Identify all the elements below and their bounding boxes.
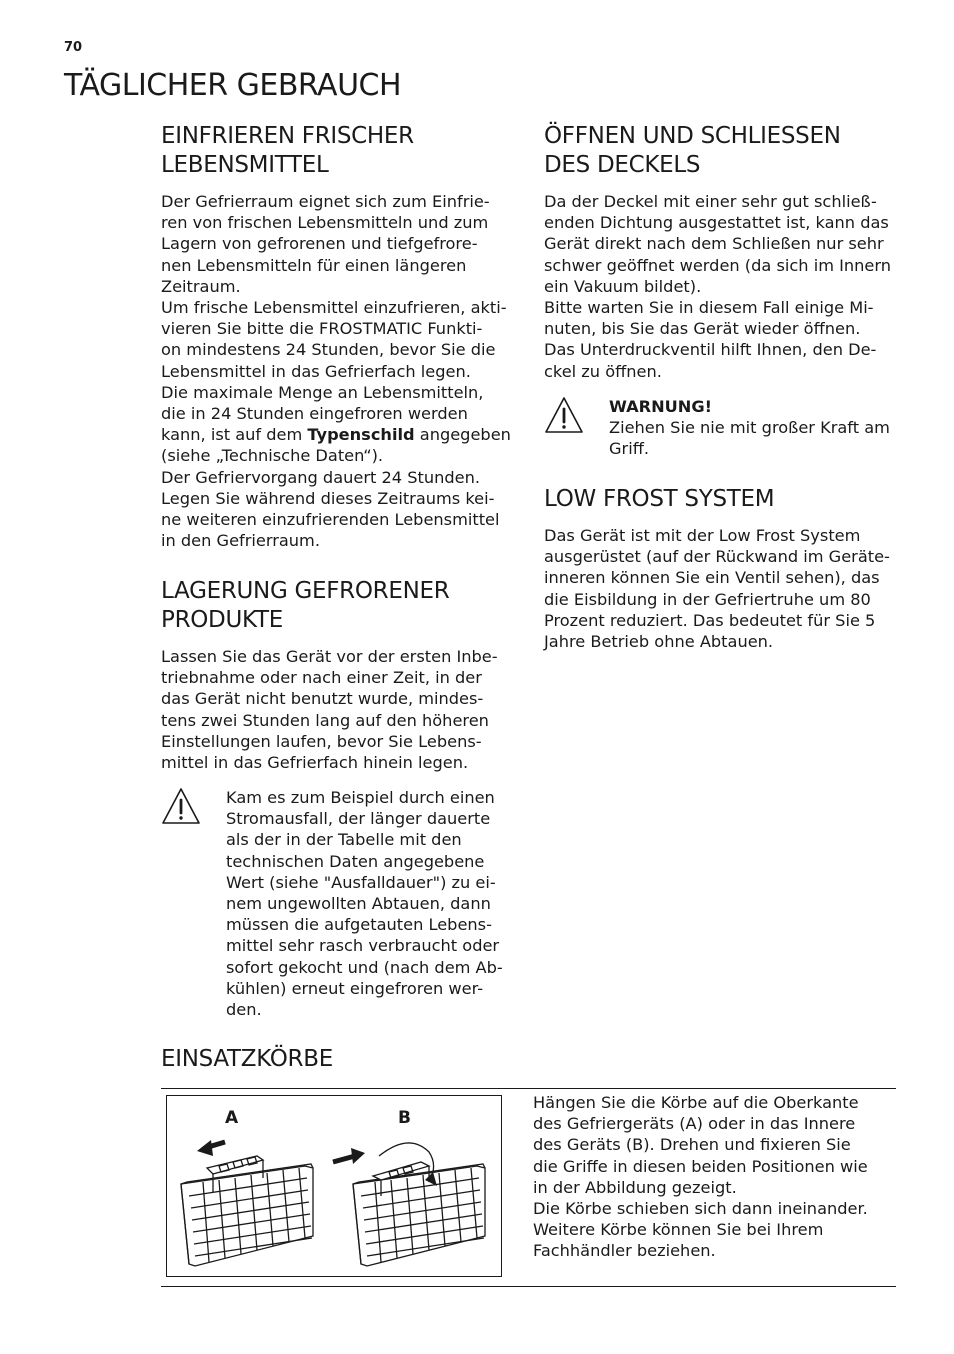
text-line: ren von frischen Lebensmitteln und zum (161, 213, 489, 233)
text-line: Gerät direkt nach dem Schließen nur sehr (544, 234, 884, 254)
curved-arrow-b-icon (425, 1172, 437, 1186)
lagerung-paragraph (161, 646, 513, 773)
heading-einfrieren (161, 122, 513, 180)
text-line: Der Gefrierraum eignet sich zum Einfrie- (161, 192, 490, 211)
heading-lagerung (161, 577, 513, 635)
heading-deckel-line-2: DES DECKELS (544, 152, 701, 178)
text-line: Da der Deckel mit einer sehr gut schließ- (544, 192, 877, 211)
text-line: technischen Daten angegebene (226, 851, 485, 871)
text-line: Jahre Betrieb ohne Abtauen. (544, 632, 774, 652)
text-line: die Eisbildung in der Gefriertruhe um 80 (544, 589, 871, 609)
text-line: inneren können Sie ein Ventil sehen), das (544, 568, 880, 588)
text-line: Fachhändler beziehen. (533, 1241, 716, 1261)
text-line: Die maximale Menge an Lebensmitteln, (161, 382, 484, 402)
heading-einsatzkoerbe: EINSATZKÖRBE (161, 1046, 333, 1072)
divider-bottom (161, 1286, 896, 1287)
text-line: den. (226, 1000, 262, 1020)
heading-einfrieren-line-1: EINFRIEREN FRISCHER (161, 123, 414, 149)
text-line: triebnahme oder nach einer Zeit, in der (161, 668, 482, 688)
text-fragment: angegeben (414, 425, 511, 445)
arrow-a-icon (197, 1140, 213, 1156)
text-line: ckel zu öffnen. (544, 361, 662, 381)
page-title: TÄGLICHER GEBRAUCH (64, 68, 402, 103)
text-line: (siehe „Technische Daten“). (161, 446, 384, 466)
text-line: Stromausfall, der länger dauerte (226, 809, 491, 829)
page-number: 70 (64, 40, 83, 55)
text-line: mittel sehr rasch verbraucht oder (226, 936, 500, 956)
basket-illustration (167, 1096, 501, 1276)
text-line: in den Gefrierraum. (161, 531, 320, 551)
text-line: in der Abbildung gezeigt. (533, 1177, 737, 1197)
heading-lagerung-line-1: LAGERUNG GEFRORENER (161, 578, 450, 604)
text-line: Bitte warten Sie in diesem Fall einige Mi- (544, 298, 874, 318)
text-line: Hängen Sie die Körbe auf die Oberkante (533, 1093, 859, 1112)
heading-einfrieren-line-2: LEBENSMITTEL (161, 152, 329, 178)
warning-title: WARNUNG! (609, 397, 713, 416)
deckel-warning (544, 396, 904, 460)
lagerung-warning (161, 787, 521, 1020)
text-line: Die Körbe schieben sich dann ineinander. (533, 1199, 868, 1219)
heading-lagerung-line-2: PRODUKTE (161, 607, 283, 633)
text-fragment: kann, ist auf dem (161, 425, 308, 445)
section-einfrieren (161, 122, 513, 551)
deckel-warning-text (609, 396, 904, 460)
einsatzkoerbe-paragraph (533, 1092, 898, 1262)
text-line: ein Vakuum bildet). (544, 276, 702, 296)
text-line: tens zwei Stunden lang auf den höheren (161, 710, 489, 730)
warning-triangle-icon (161, 787, 201, 825)
heading-deckel (544, 122, 896, 180)
text-line: Wert (siehe "Ausfalldauer") zu ei- (226, 872, 496, 892)
text-line: Um frische Lebensmittel einzufrieren, akti- (161, 298, 507, 318)
warning-triangle-icon (544, 396, 584, 434)
text-line: nuten, bis Sie das Gerät wieder öffnen. (544, 319, 861, 339)
text-line: mittel in das Gefrierfach hinein legen. (161, 753, 469, 773)
text-line: on mindestens 24 Stunden, bevor Sie die (161, 340, 496, 360)
einsatzkoerbe-text (533, 1092, 898, 1262)
figure-label-a: A (225, 1108, 239, 1128)
text-line: Legen Sie während dieses Zeitraums kei- (161, 488, 495, 508)
figure-label-b: B (398, 1108, 411, 1128)
section-deckel (544, 122, 896, 382)
divider-top (161, 1088, 896, 1089)
arrow-b-icon (351, 1148, 365, 1164)
text-line: die Griffe in diesen beiden Positionen wie (533, 1156, 868, 1176)
lowfrost-paragraph (544, 525, 896, 652)
lagerung-warning-text (226, 787, 521, 1020)
heading-lowfrost: LOW FROST SYSTEM (544, 486, 775, 512)
text-line: die in 24 Stunden eingefroren werden (161, 404, 468, 424)
text-line: kühlen) erneut eingefroren wer- (226, 978, 484, 998)
deckel-paragraph (544, 191, 896, 382)
section-lagerung (161, 577, 513, 773)
basket-figure (166, 1095, 502, 1277)
typenschild-emphasis: Typenschild (307, 425, 415, 445)
text-line: Zeitraum. (161, 276, 241, 296)
text-line: vieren Sie bitte die FROSTMATIC Funkti- (161, 319, 483, 339)
text-line: Einstellungen laufen, bevor Sie Lebens- (161, 731, 482, 751)
text-line: Weitere Körbe können Sie bei Ihrem (533, 1220, 824, 1240)
text-line: Der Gefriervorgang dauert 24 Stunden. (161, 467, 481, 487)
text-line: nem ungewollten Abtauen, dann (226, 894, 491, 914)
text-line: Prozent reduziert. Das bedeutet für Sie 5 (544, 610, 876, 630)
text-line: enden Dichtung ausgestattet ist, kann das (544, 213, 889, 233)
text-line: Kam es zum Beispiel durch einen (226, 788, 495, 807)
text-line: Lassen Sie das Gerät vor der ersten Inbe- (161, 647, 498, 666)
einfrieren-paragraph (161, 191, 513, 551)
text-line: des Geräts (B). Drehen und fixieren Sie (533, 1135, 851, 1155)
text-line: Lagern von gefrorenen und tiefgefrore- (161, 234, 478, 254)
text-line: Griff. (609, 439, 649, 459)
section-lowfrost (544, 485, 896, 652)
text-line: Das Gerät ist mit der Low Frost System (544, 526, 861, 545)
text-line: Ziehen Sie nie mit großer Kraft am (609, 418, 890, 438)
text-line: des Gefriergeräts (A) oder in das Innere (533, 1114, 856, 1134)
text-line: ne weiteren einzufrierenden Lebensmittel (161, 510, 500, 530)
text-line: als der in der Tabelle mit den (226, 830, 462, 850)
text-line: schwer geöffnet werden (da sich im Innern (544, 255, 891, 275)
text-line: Lebensmittel in das Gefrierfach legen. (161, 361, 471, 381)
text-line: nen Lebensmitteln für einen längeren (161, 255, 467, 275)
text-line: ausgerüstet (auf der Rückwand im Geräte- (544, 547, 890, 567)
text-line: das Gerät nicht benutzt wurde, mindes- (161, 689, 484, 709)
text-line: sofort gekocht und (nach dem Ab- (226, 957, 503, 977)
heading-deckel-line-1: ÖFFNEN UND SCHLIESSEN (544, 123, 841, 149)
text-line: Das Unterdruckventil hilft Ihnen, den De- (544, 340, 877, 360)
text-line: müssen die aufgetauten Lebens- (226, 915, 492, 935)
